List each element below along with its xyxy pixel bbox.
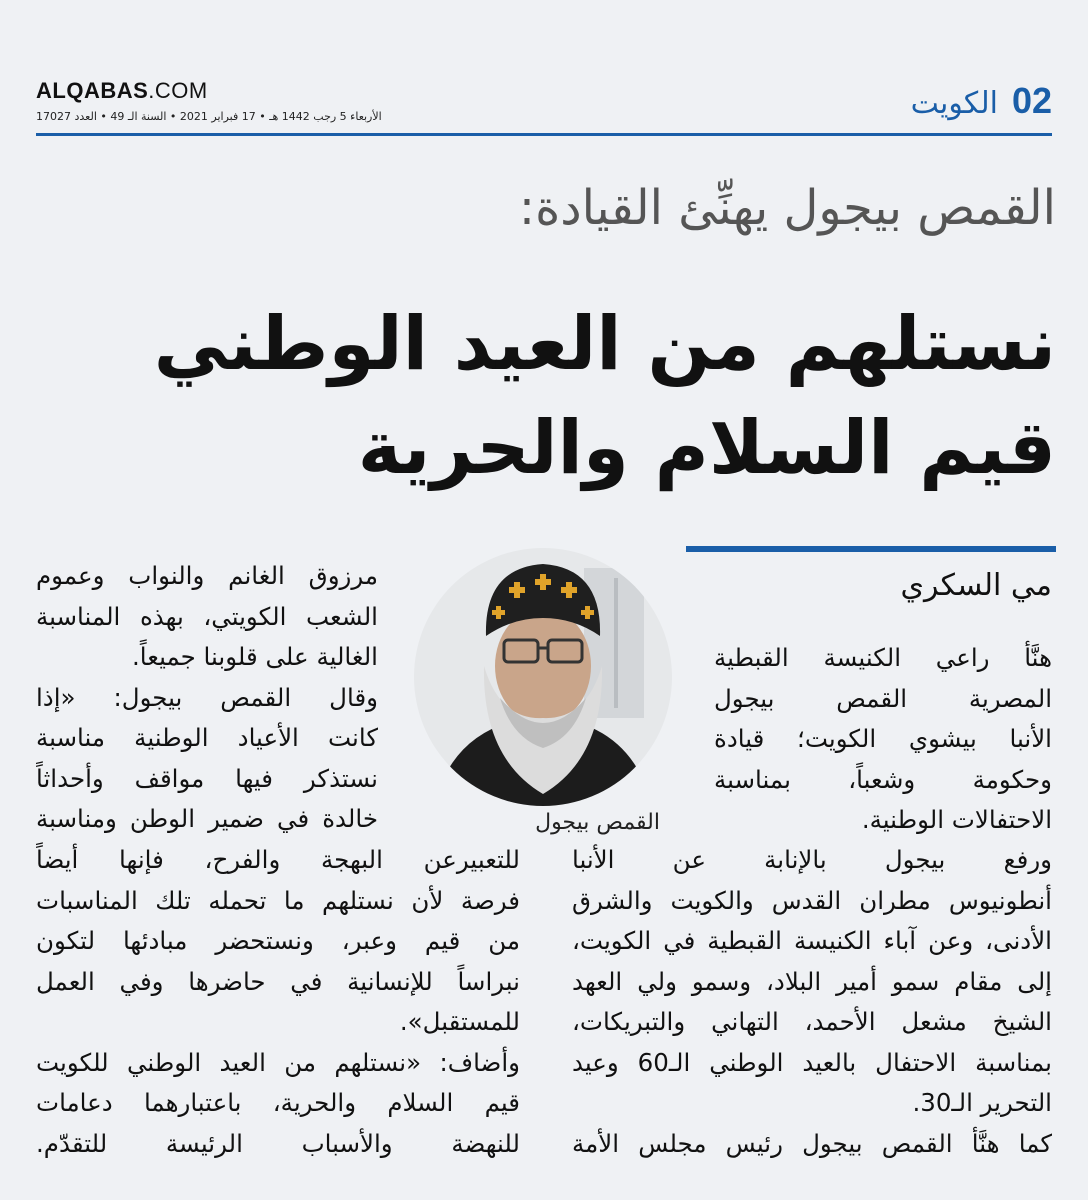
text-line: خالدة في ضمير الوطن ومناسبة bbox=[36, 804, 378, 833]
text-line: المصرية القمص بيجول bbox=[714, 683, 1052, 713]
brand-logo: ALQABAS.COM bbox=[36, 78, 208, 103]
photo-caption: القمص بيجول bbox=[535, 810, 660, 835]
header-rule bbox=[36, 133, 1052, 136]
text-line: نستذكر فيها مواقف وأحداثاً bbox=[36, 763, 378, 793]
article-kicker: القمص بيجول يهنِّئ القيادة: bbox=[518, 180, 1056, 236]
text-line: الأدنى، وعن آباء الكنيسة القبطية في الكويت، bbox=[572, 926, 1052, 955]
text-line: إلى مقام سمو أمير البلاد، وسمو ولي العهد bbox=[572, 966, 1052, 996]
text-line: من قيم وعبر، ونستحضر مبادئها لتكون bbox=[36, 926, 520, 955]
byline: مي السكري bbox=[900, 568, 1052, 603]
text-line: الغالية على قلوبنا جميعاً. bbox=[132, 642, 378, 671]
text-line: بمناسبة الاحتفال بالعيد الوطني الـ60 وعيد bbox=[572, 1047, 1052, 1077]
headline-line-2: قيم السلام والحرية bbox=[357, 405, 1056, 491]
priest-portrait-image bbox=[414, 548, 672, 806]
text-line: للتعبيرعن البهجة والفرح، فإنها أيضاً bbox=[36, 845, 520, 874]
headline-line-1: نستلهم من العيد الوطني bbox=[153, 301, 1056, 387]
text-line: الأنبا بيشوي الكويت؛ قيادة bbox=[714, 724, 1052, 753]
text-line: للمستقبل». bbox=[399, 1007, 520, 1036]
text-line: للنهضة والأسباب الرئيسة للتقدّم. bbox=[36, 1128, 520, 1158]
text-line: كانت الأعياد الوطنية مناسبة bbox=[36, 723, 378, 752]
author-photo bbox=[414, 548, 672, 806]
dateline: الأربعاء 5 رجب 1442 هـ • 17 فبراير 2021 • السنة الـ 49 • العدد 17027 bbox=[36, 110, 382, 123]
text-line: الشيخ مشعل الأحمد، التهاني والتبريكات، bbox=[572, 1007, 1052, 1036]
article-headline bbox=[36, 292, 1056, 500]
text-line: وأضاف: «نستلهم من العيد الوطني للكويت bbox=[36, 1047, 520, 1077]
text-line: قيم السلام والحرية، باعتبارهما دعامات bbox=[36, 1088, 520, 1117]
text-line: نبراساً للإنسانية في حاضرها وفي العمل bbox=[36, 966, 520, 996]
text-line: الاحتفالات الوطنية. bbox=[861, 805, 1052, 834]
body-column-left-bottom bbox=[36, 840, 520, 1164]
text-line: وحكومة وشعباً، بمناسبة bbox=[714, 764, 1052, 794]
body-column-right-bottom bbox=[572, 840, 1052, 1164]
text-line: التحرير الـ30. bbox=[912, 1088, 1052, 1117]
text-line: هنَّأ راعي الكنيسة القبطية bbox=[714, 643, 1052, 672]
byline-rule bbox=[686, 546, 1056, 552]
section-name: الكويت bbox=[910, 86, 998, 121]
section-header bbox=[911, 80, 1052, 122]
text-line: وقال القمص بيجول: «إذا bbox=[36, 682, 378, 712]
text-line: فرصة لأن نستلهم ما تحمله تلك المناسبات bbox=[36, 885, 520, 915]
body-column-left-top bbox=[36, 556, 378, 840]
text-line: كما هنَّأ القمص بيجول رئيس مجلس الأمة bbox=[572, 1128, 1052, 1158]
text-line: الشعب الكويتي، بهذه المناسبة bbox=[36, 601, 378, 631]
text-line: مرزوق الغانم والنواب وعموم bbox=[36, 561, 378, 590]
text-line: أنطونيوس مطران القدس والكويت والشرق bbox=[572, 885, 1052, 915]
text-line: ورفع بيجول بالإنابة عن الأنبا bbox=[572, 845, 1052, 874]
section-number: 02 bbox=[1011, 80, 1052, 121]
body-column-right-top bbox=[714, 638, 1052, 841]
